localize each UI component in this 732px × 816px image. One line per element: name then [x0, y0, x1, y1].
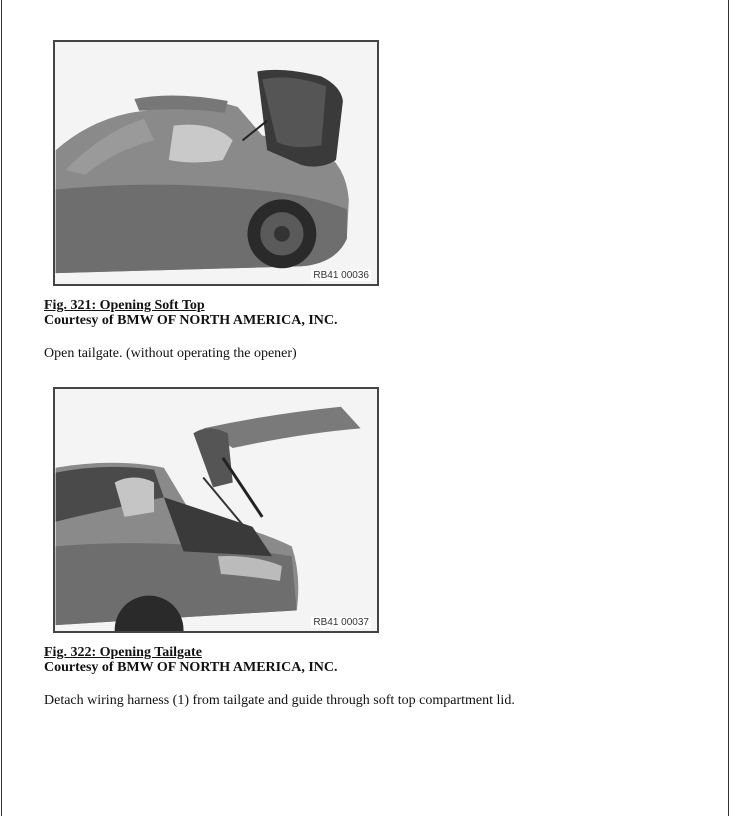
figure-opening-tailgate	[53, 387, 379, 633]
figure-courtesy: Courtesy of BMW OF NORTH AMERICA, INC.	[44, 313, 338, 328]
figure-caption	[44, 645, 338, 675]
figure-title: Fig. 322: Opening Tailgate	[44, 645, 202, 660]
figure-opening-soft-top	[53, 40, 379, 286]
figure-code: RB41 00037	[313, 617, 369, 628]
car-tailgate-illustration	[55, 389, 377, 631]
instruction-text: Detach wiring harness (1) from tailgate and guide through soft top compartment lid.	[44, 693, 515, 708]
car-soft-top-illustration	[55, 42, 377, 284]
figure-code: RB41 00036	[313, 270, 369, 281]
instruction-text: Open tailgate. (without operating the opener)	[44, 346, 297, 361]
figure-title: Fig. 321: Opening Soft Top	[44, 298, 205, 313]
figure-caption	[44, 298, 338, 328]
figure-courtesy: Courtesy of BMW OF NORTH AMERICA, INC.	[44, 660, 338, 675]
